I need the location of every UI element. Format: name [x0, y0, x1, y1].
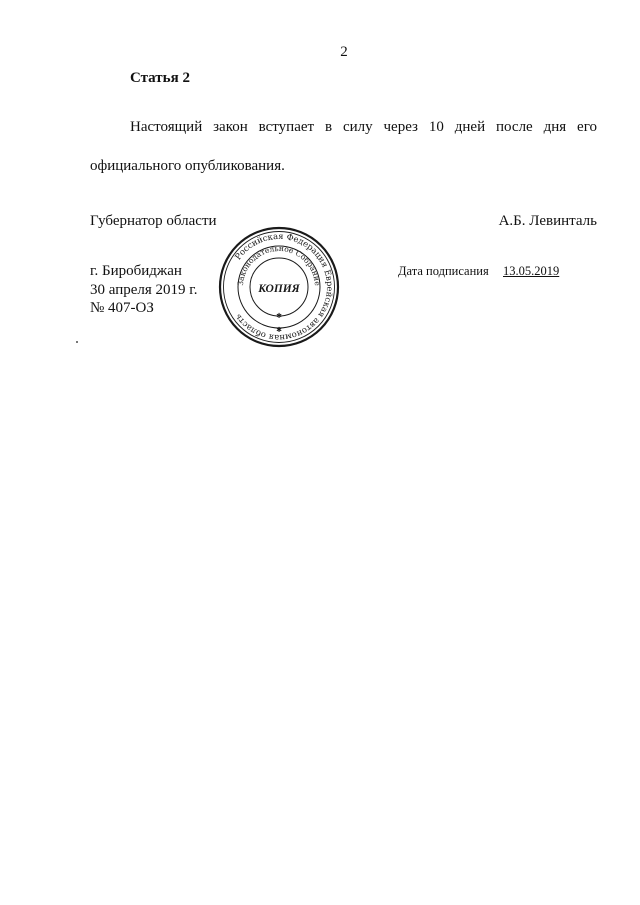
signing-date-label: Дата подписания — [398, 264, 489, 278]
signing-date-value: 13.05.2019 — [503, 264, 560, 278]
official-seal — [218, 226, 340, 348]
article-text-line-1: Настоящий закон вступает в силу через 10 дней после дня его — [130, 119, 597, 135]
law-number: № 407-ОЗ — [90, 300, 154, 316]
seal-graphic — [218, 226, 340, 348]
seal-inner-text: Законодательное Собрание — [235, 243, 323, 287]
seal-star-icon-bottom: ✱ — [276, 326, 282, 334]
law-date: 30 апреля 2019 г. — [90, 282, 198, 298]
city: г. Биробиджан — [90, 263, 182, 279]
governor-name: А.Б. Левинталь — [498, 213, 597, 229]
seal-center-text: КОПИЯ — [258, 283, 300, 295]
article-heading: Статья 2 — [130, 70, 190, 86]
seal-outer-text: Российская Федерация Еврейская автономная область — [232, 230, 336, 344]
article-text-line-2: официального опубликования. — [90, 158, 285, 174]
scan-speck — [76, 341, 78, 343]
governor-title: Губернатор области — [90, 213, 217, 229]
seal-star-icon: ✱ — [276, 312, 282, 320]
page-number: 2 — [340, 44, 348, 60]
